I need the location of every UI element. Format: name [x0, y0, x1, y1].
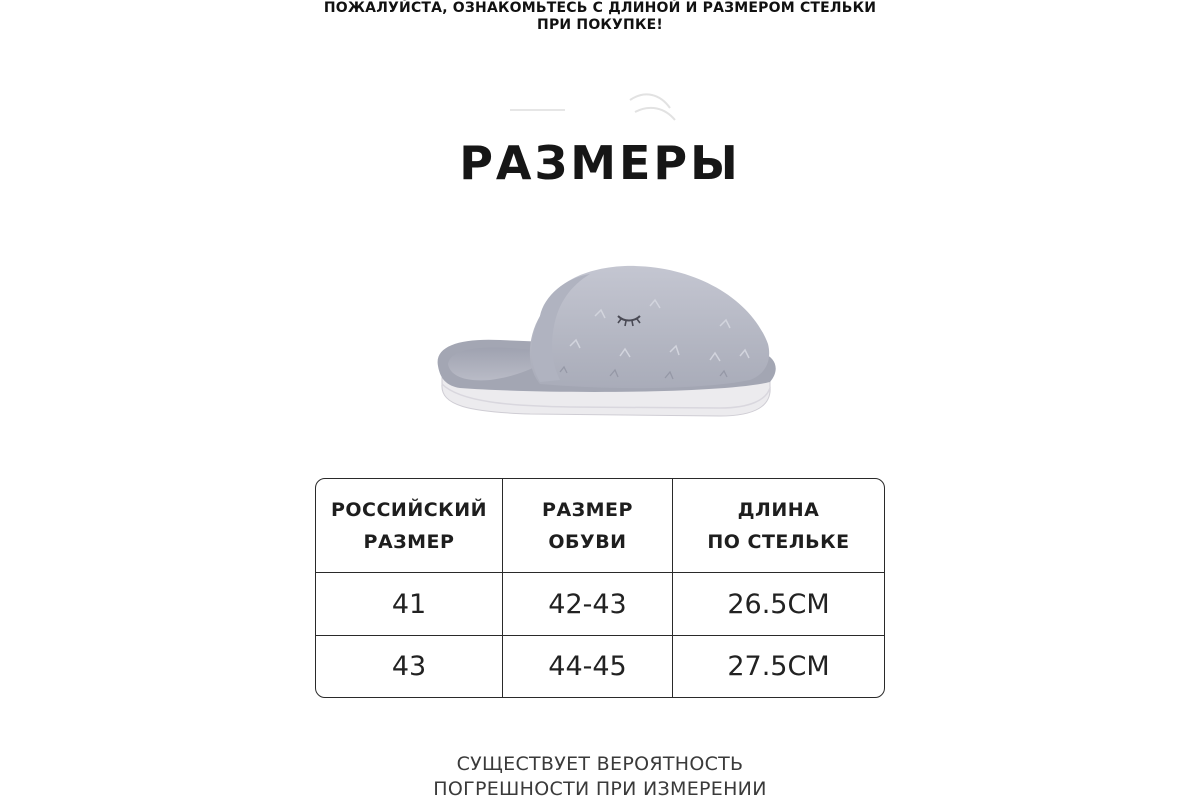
- page-title: РАЗМЕРЫ: [459, 136, 741, 190]
- header-russian-size-line-1: РОССИЙСКИЙ: [330, 498, 488, 521]
- purchase-notice: [0, 0, 1200, 34]
- header-russian-size-line-2: РАЗМЕР: [363, 530, 455, 553]
- row-1-russian-size: 41: [316, 573, 503, 636]
- purchase-notice-line-2: ПРИ ПОКУПКЕ!: [537, 17, 663, 33]
- row-1-insole-length: 26.5CM: [673, 573, 884, 636]
- faint-watermark: [470, 82, 730, 132]
- row-2-insole-length: 27.5CM: [727, 651, 830, 682]
- header-shoe-size: [503, 479, 673, 573]
- header-insole-length-line-2: ПО СТЕЛЬКЕ: [707, 530, 850, 553]
- row-1-shoe-size: 42-43: [503, 573, 673, 636]
- slipper-image: [420, 256, 790, 426]
- header-shoe-size-line-2: ОБУВИ: [548, 530, 627, 553]
- header-insole-length-line-1: ДЛИНА: [737, 498, 820, 521]
- purchase-notice-line-1: ПОЖАЛУЙСТА, ОЗНАКОМЬТЕСЬ С ДЛИНОЙ И РАЗМЕРОМ СТЕЛЬКИ: [323, 0, 877, 16]
- row-2-russian-size: 43: [316, 636, 503, 697]
- header-shoe-size-line-1: РАЗМЕР: [542, 498, 633, 521]
- row-2-shoe-size: 44-45: [503, 636, 673, 697]
- measurement-disclaimer-line-1: СУЩЕСТВУЕТ ВЕРОЯТНОСТЬ: [456, 753, 744, 775]
- header-russian-size: [316, 479, 503, 573]
- measurement-disclaimer: [0, 752, 1200, 802]
- size-table: [315, 478, 885, 698]
- measurement-disclaimer-line-2: ПОГРЕШНОСТИ ПРИ ИЗМЕРЕНИИ: [433, 778, 767, 800]
- header-insole-length: [673, 479, 884, 573]
